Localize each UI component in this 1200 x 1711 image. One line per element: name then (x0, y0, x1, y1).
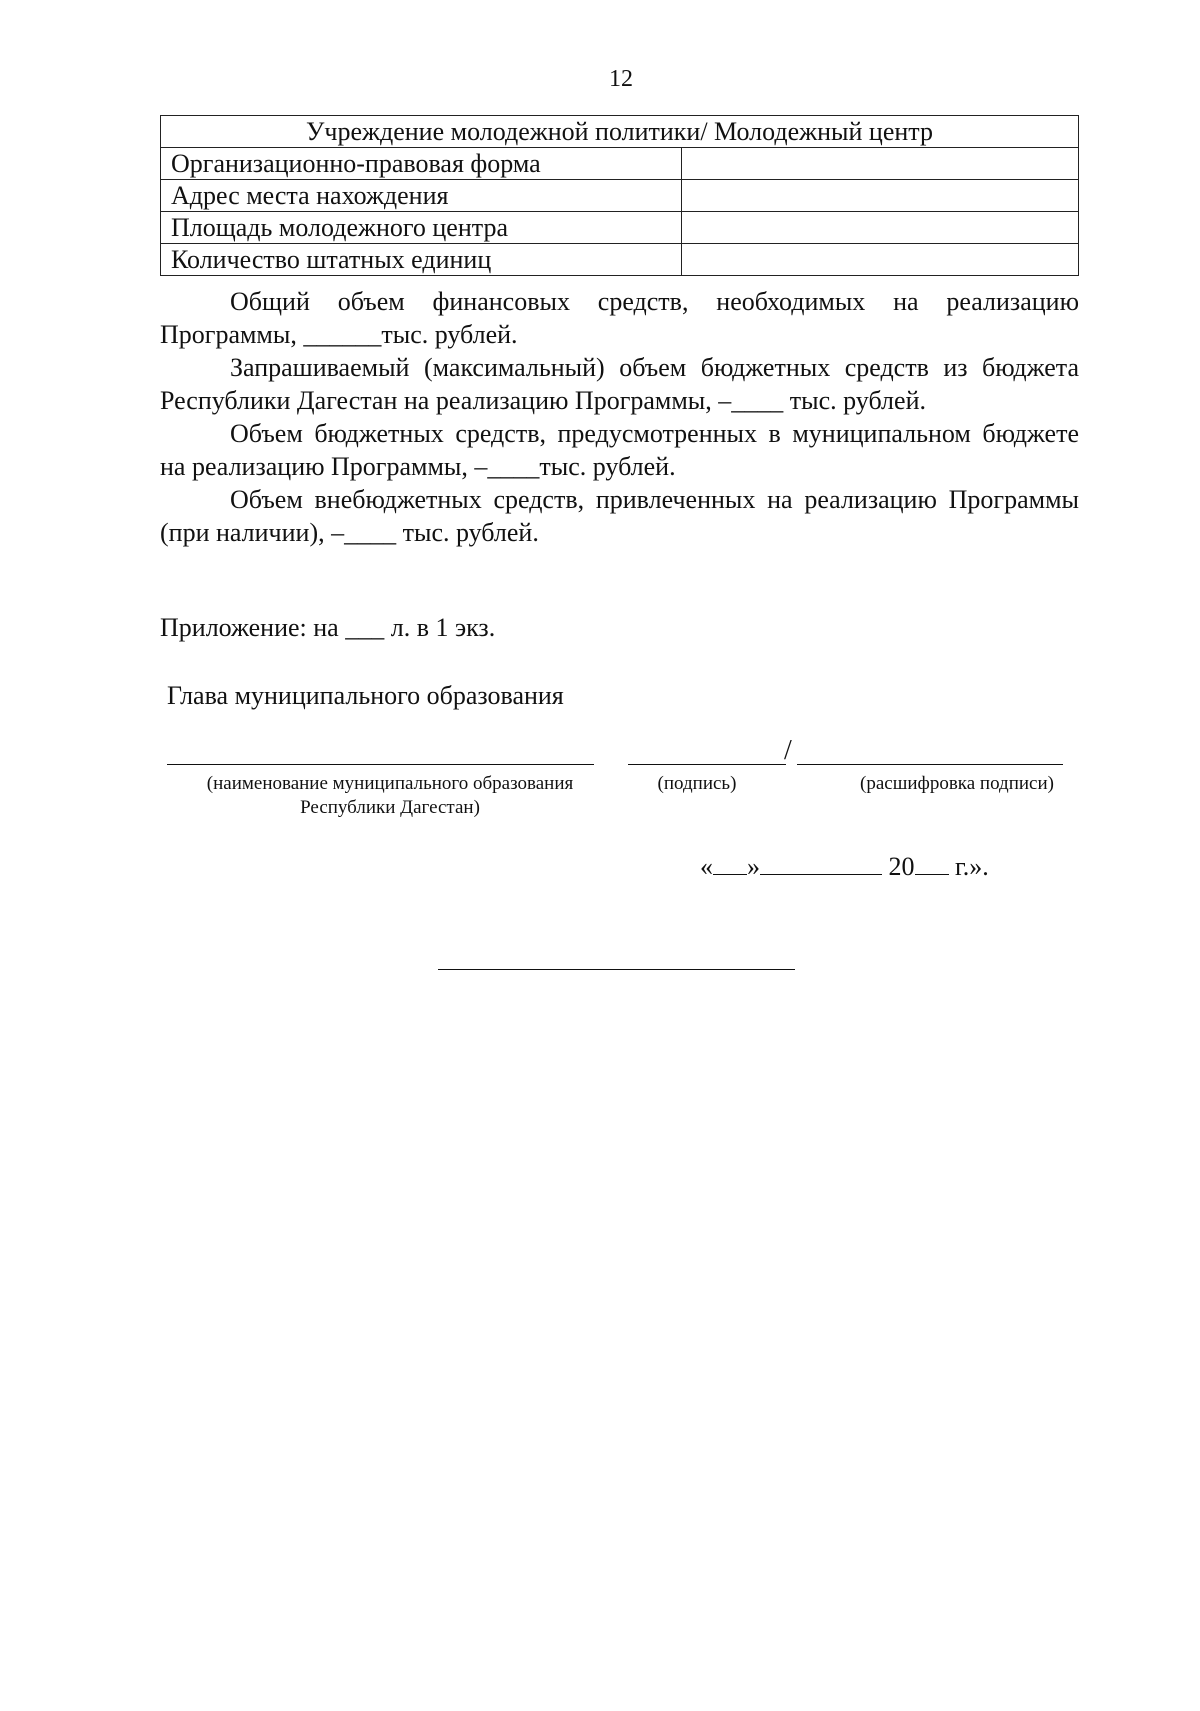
day-blank[interactable] (713, 850, 747, 875)
signature-line[interactable] (628, 764, 786, 765)
youth-center-table (160, 115, 1079, 276)
document-end-rule (438, 969, 795, 970)
date-close-quote: » (747, 852, 760, 881)
appendix-label: Приложение: на (160, 613, 346, 642)
row-value-area[interactable] (682, 212, 1079, 244)
row-label-staff: Количество штатных единиц (161, 244, 682, 276)
requested-budget-blank[interactable]: ____ (731, 386, 784, 415)
appendix-pages-blank[interactable]: ___ (345, 613, 385, 642)
municipal-head-title: Глава муниципального образования (167, 681, 564, 710)
municipal-budget-text: Объем бюджетных средств, предусмотренных в муниципальном бюджете на реализацию Программы, – (160, 419, 1079, 481)
table-header-row (161, 116, 1079, 148)
appendix-line (160, 611, 495, 644)
row-value-legal-form[interactable] (682, 148, 1079, 180)
municipality-caption: (наименование муниципального образования Республики Дагестан) (206, 773, 574, 818)
municipal-budget-paragraph (160, 417, 1079, 483)
date-suffix: г.». (948, 852, 989, 881)
municipal-budget-unit: тыс. рублей. (539, 452, 676, 481)
extra-budget-text: Объем внебюджетных средств, привлеченных на реализацию Программы (при наличии), – (160, 485, 1079, 547)
municipality-name-line[interactable] (167, 764, 594, 765)
total-funding-text: Общий объем финансовых средств, необходимых на реализацию Программы, (160, 287, 1079, 349)
extra-budget-blank[interactable]: ____ (344, 518, 397, 547)
requested-budget-unit: тыс. рублей. (783, 386, 926, 415)
row-label-legal-form: Организационно-правовая форма (161, 148, 682, 180)
signature-decryption-line[interactable] (797, 764, 1063, 765)
total-funding-blank[interactable]: ______ (303, 320, 382, 349)
date-line (700, 850, 989, 883)
signature-caption: (подпись) (657, 773, 737, 794)
municipal-budget-blank[interactable]: ____ (487, 452, 540, 481)
table-row (161, 244, 1079, 276)
row-label-address: Адрес места нахождения (161, 180, 682, 212)
signature-slash: / (784, 735, 792, 766)
appendix-copies: л. в 1 экз. (384, 613, 496, 642)
extra-budget-paragraph (160, 483, 1079, 549)
total-funding-unit: тыс. рублей. (381, 320, 518, 349)
table-row (161, 180, 1079, 212)
table-row (161, 148, 1079, 180)
requested-budget-paragraph (160, 351, 1079, 417)
extra-budget-unit: тыс. рублей. (396, 518, 539, 547)
year-prefix: 20 (888, 852, 915, 881)
row-value-staff[interactable] (682, 244, 1079, 276)
row-label-area: Площадь молодежного центра (161, 212, 682, 244)
table-header: Учреждение молодежной политики/ Молодежный центр (161, 116, 1079, 148)
total-funding-paragraph (160, 285, 1079, 351)
row-value-address[interactable] (682, 180, 1079, 212)
requested-budget-text: Запрашиваемый (максимальный) объем бюджетных средств из бюджета Республики Дагестан на реализацию Программы, – (160, 353, 1079, 415)
page-number: 12 (609, 66, 633, 92)
decryption-caption: (расшифровка подписи) (860, 773, 1054, 794)
year-blank[interactable] (915, 850, 949, 875)
month-blank[interactable] (760, 850, 882, 875)
date-open-quote: « (700, 852, 713, 881)
funding-paragraphs (160, 285, 1079, 549)
table-row (161, 212, 1079, 244)
